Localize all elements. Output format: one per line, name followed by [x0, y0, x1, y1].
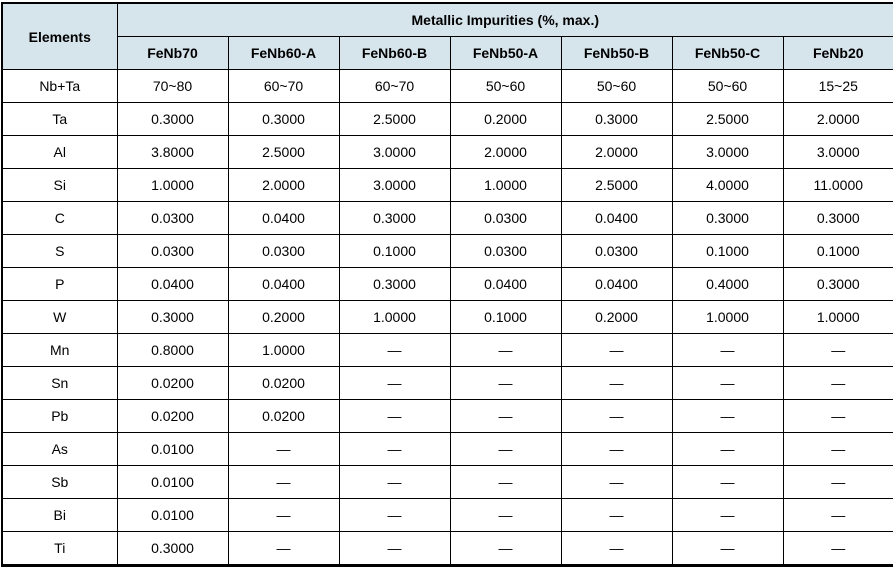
- table-header: [2, 3, 893, 70]
- value-cell: 0.0300: [450, 235, 561, 268]
- value-cell: 0.0200: [228, 400, 339, 433]
- value-cell: 0.3000: [339, 202, 450, 235]
- value-cell: 1.0000: [228, 334, 339, 367]
- value-cell: 60~70: [339, 70, 450, 103]
- column-header-fenb60a: FeNb60-A: [228, 37, 339, 70]
- value-cell: 2.5000: [339, 103, 450, 136]
- value-cell: —: [450, 400, 561, 433]
- value-cell: 0.0100: [117, 466, 228, 499]
- value-cell: 0.1000: [672, 235, 783, 268]
- element-cell: Ta: [2, 103, 117, 136]
- table-row: [2, 202, 893, 235]
- element-cell: Al: [2, 136, 117, 169]
- table-body: [2, 70, 893, 566]
- value-cell: 0.0400: [228, 202, 339, 235]
- table-row: [2, 433, 893, 466]
- table-row: [2, 136, 893, 169]
- column-header-fenb50b: FeNb50-B: [561, 37, 672, 70]
- value-cell: 2.5000: [561, 169, 672, 202]
- value-cell: 0.0300: [228, 235, 339, 268]
- column-header-fenb60b: FeNb60-B: [339, 37, 450, 70]
- value-cell: 0.1000: [339, 235, 450, 268]
- value-cell: 50~60: [450, 70, 561, 103]
- element-cell: P: [2, 268, 117, 301]
- value-cell: —: [561, 466, 672, 499]
- value-cell: 0.0400: [561, 268, 672, 301]
- table-row: [2, 301, 893, 334]
- value-cell: —: [339, 499, 450, 532]
- value-cell: 0.1000: [450, 301, 561, 334]
- value-cell: —: [450, 367, 561, 400]
- table-row: [2, 169, 893, 202]
- value-cell: —: [783, 433, 893, 466]
- value-cell: —: [783, 532, 893, 566]
- element-cell: Nb+Ta: [2, 70, 117, 103]
- value-cell: —: [672, 433, 783, 466]
- value-cell: 11.0000: [783, 169, 893, 202]
- value-cell: 0.3000: [561, 103, 672, 136]
- table-row: [2, 268, 893, 301]
- element-cell: As: [2, 433, 117, 466]
- value-cell: —: [783, 466, 893, 499]
- value-cell: 2.0000: [450, 136, 561, 169]
- element-cell: Bi: [2, 499, 117, 532]
- value-cell: 0.0300: [450, 202, 561, 235]
- value-cell: —: [450, 433, 561, 466]
- value-cell: 0.3000: [117, 301, 228, 334]
- value-cell: —: [339, 400, 450, 433]
- column-header-fenb50a: FeNb50-A: [450, 37, 561, 70]
- value-cell: —: [339, 466, 450, 499]
- value-cell: 1.0000: [117, 169, 228, 202]
- value-cell: —: [450, 466, 561, 499]
- value-cell: 2.0000: [228, 169, 339, 202]
- value-cell: —: [672, 367, 783, 400]
- value-cell: 0.0300: [561, 235, 672, 268]
- value-cell: 0.0200: [117, 367, 228, 400]
- value-cell: 0.0100: [117, 433, 228, 466]
- value-cell: 1.0000: [672, 301, 783, 334]
- value-cell: 50~60: [672, 70, 783, 103]
- value-cell: 0.8000: [117, 334, 228, 367]
- value-cell: 4.0000: [672, 169, 783, 202]
- table-row: [2, 103, 893, 136]
- value-cell: 2.5000: [672, 103, 783, 136]
- value-cell: 0.3000: [783, 202, 893, 235]
- value-cell: 0.0400: [117, 268, 228, 301]
- table-row: [2, 235, 893, 268]
- value-cell: 0.0200: [117, 400, 228, 433]
- value-cell: —: [783, 499, 893, 532]
- value-cell: —: [228, 499, 339, 532]
- table-row: [2, 499, 893, 532]
- value-cell: —: [561, 400, 672, 433]
- value-cell: —: [561, 532, 672, 566]
- value-cell: 0.1000: [783, 235, 893, 268]
- impurities-table: [1, 2, 893, 567]
- element-cell: Ti: [2, 532, 117, 566]
- value-cell: —: [672, 499, 783, 532]
- value-cell: —: [672, 400, 783, 433]
- element-cell: Mn: [2, 334, 117, 367]
- value-cell: —: [672, 532, 783, 566]
- value-cell: —: [339, 334, 450, 367]
- value-cell: —: [561, 433, 672, 466]
- value-cell: —: [672, 334, 783, 367]
- metallic-impurities-group-header: Metallic Impurities (%, max.): [117, 3, 893, 37]
- table-row: [2, 367, 893, 400]
- value-cell: 0.2000: [561, 301, 672, 334]
- table-row: [2, 70, 893, 103]
- value-cell: 1.0000: [450, 169, 561, 202]
- value-cell: 2.0000: [783, 103, 893, 136]
- value-cell: 3.0000: [339, 169, 450, 202]
- value-cell: —: [339, 532, 450, 566]
- value-cell: 0.3000: [228, 103, 339, 136]
- element-cell: Si: [2, 169, 117, 202]
- value-cell: 0.2000: [228, 301, 339, 334]
- value-cell: —: [783, 400, 893, 433]
- value-cell: 60~70: [228, 70, 339, 103]
- value-cell: 15~25: [783, 70, 893, 103]
- value-cell: 0.0200: [228, 367, 339, 400]
- value-cell: 1.0000: [339, 301, 450, 334]
- value-cell: —: [672, 466, 783, 499]
- value-cell: —: [783, 367, 893, 400]
- column-header-fenb50c: FeNb50-C: [672, 37, 783, 70]
- table-row: [2, 532, 893, 566]
- value-cell: 3.0000: [339, 136, 450, 169]
- value-cell: 0.3000: [783, 268, 893, 301]
- table-row: [2, 466, 893, 499]
- value-cell: —: [450, 334, 561, 367]
- value-cell: 0.0400: [450, 268, 561, 301]
- value-cell: 2.5000: [228, 136, 339, 169]
- value-cell: —: [228, 532, 339, 566]
- value-cell: 0.0300: [117, 202, 228, 235]
- header-columns-row: [2, 37, 893, 70]
- value-cell: 3.0000: [783, 136, 893, 169]
- value-cell: —: [450, 499, 561, 532]
- table-row: [2, 334, 893, 367]
- element-cell: S: [2, 235, 117, 268]
- value-cell: 0.4000: [672, 268, 783, 301]
- elements-column-header: Elements: [2, 3, 117, 70]
- value-cell: 3.8000: [117, 136, 228, 169]
- element-cell: W: [2, 301, 117, 334]
- value-cell: —: [561, 499, 672, 532]
- value-cell: —: [339, 367, 450, 400]
- value-cell: —: [339, 433, 450, 466]
- value-cell: 0.0400: [561, 202, 672, 235]
- element-cell: Sb: [2, 466, 117, 499]
- value-cell: 2.0000: [561, 136, 672, 169]
- value-cell: 0.0300: [117, 235, 228, 268]
- element-cell: Sn: [2, 367, 117, 400]
- value-cell: 70~80: [117, 70, 228, 103]
- element-cell: Pb: [2, 400, 117, 433]
- value-cell: —: [783, 334, 893, 367]
- column-header-fenb20: FeNb20: [783, 37, 893, 70]
- value-cell: —: [228, 433, 339, 466]
- value-cell: —: [228, 466, 339, 499]
- value-cell: 0.3000: [117, 103, 228, 136]
- value-cell: 0.3000: [672, 202, 783, 235]
- value-cell: 0.2000: [450, 103, 561, 136]
- value-cell: —: [561, 334, 672, 367]
- value-cell: 0.3000: [117, 532, 228, 566]
- value-cell: 0.0100: [117, 499, 228, 532]
- value-cell: —: [561, 367, 672, 400]
- value-cell: —: [450, 532, 561, 566]
- value-cell: 0.0400: [228, 268, 339, 301]
- value-cell: 0.3000: [339, 268, 450, 301]
- column-header-fenb70: FeNb70: [117, 37, 228, 70]
- value-cell: 50~60: [561, 70, 672, 103]
- element-cell: C: [2, 202, 117, 235]
- value-cell: 1.0000: [783, 301, 893, 334]
- header-group-row: [2, 3, 893, 37]
- table-row: [2, 400, 893, 433]
- value-cell: 3.0000: [672, 136, 783, 169]
